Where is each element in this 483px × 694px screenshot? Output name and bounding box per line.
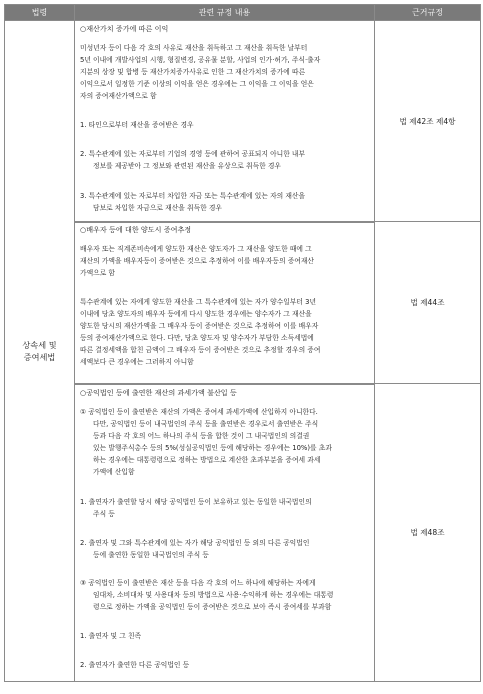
header-law: 법령 xyxy=(5,5,75,21)
ref-cell: 법 제44조 xyxy=(375,222,481,384)
body-line: 배우자 또는 직계존비속에게 양도한 재산은 양도자가 그 재산을 양도한 때에 그 xyxy=(80,245,312,253)
body-line: 이내에 당초 양도자의 배우자 등에게 다시 양도한 경우에는 양수자가 그 재산을 xyxy=(80,310,312,318)
body-line: 5년 이내에 개발사업의 시행, 형질변경, 공유물 분할, 사업의 인가·허가, 주식·출자 xyxy=(80,56,321,64)
body-line: 지분의 상장 및 합병 등 재산가치증가사유로 인한 그 재산가치의 증가에 따른 xyxy=(80,68,306,76)
list-item-continued: 담보로 차입한 자금으로 재산을 취득한 경우 xyxy=(93,204,222,212)
body-line-continued: 다만, 공익법인 등이 내국법인의 주식 등을 출연받은 경우로서 출연받은 주식 xyxy=(93,420,319,428)
table-row xyxy=(5,222,481,384)
body-line: ① 공익법인 등이 출연받은 재산의 가액은 증여세 과세가액에 산입하지 아니한다. xyxy=(80,408,318,416)
body-line: 이익으로서 일정한 기준 이상의 이익을 얻은 경우에는 그 이익을 그 이익을 얻은 xyxy=(80,80,314,88)
body-line-continued: 임대차, 소비대차 및 사용대차 등의 방법으로 사용·수익하게 하는 경우에는 대통령 xyxy=(93,591,334,599)
section-title: ○재산가치 증가에 따른 이익 xyxy=(80,24,169,33)
list-item-continued: 주식 등 xyxy=(93,510,115,518)
table-row xyxy=(5,384,481,682)
body-line: 따른 결정세액을 합친 금액이 그 배우자 등이 증여받은 것으로 추정할 경우의 증여 xyxy=(80,346,321,354)
body-line-continued: 가액에 산입함 xyxy=(93,468,135,476)
body-line-continued: 령으로 정하는 가액을 공익법인 등이 증여받은 것으로 보아 즉시 증여세를 부과함 xyxy=(93,603,332,611)
body-line: 양도한 당시의 재산가액을 그 배우자 등이 증여받은 것으로 추정하여 이를 배우자 xyxy=(80,322,319,330)
section-public-interest xyxy=(75,384,374,681)
section-title: ○공익법인 등에 출연한 재산의 과세가액 불산입 등 xyxy=(80,388,237,397)
header-content: 관련 규정 내용 xyxy=(75,5,375,21)
body-line: 등의 증여재산가액으로 한다. 다만, 당초 양도자 및 양수자가 부담한 소득세법에 xyxy=(80,334,314,342)
content-cell xyxy=(75,21,375,222)
body-line: 미성년자 등이 다음 각 호의 사유로 재산을 취득하고 그 재산을 취득한 날부터 xyxy=(80,44,308,52)
list-item: 3. 특수관계에 있는 자로부터 차입한 자금 또는 특수관계에 있는 자의 재산을 xyxy=(80,192,306,200)
section-spouse-transfer xyxy=(75,222,374,383)
ref-cell: 법 제48조 xyxy=(375,384,481,682)
body-line-continued: 하는 경우에는 대통령령으로 정하는 방법으로 계산한 초과부분을 증여세 과세 xyxy=(93,456,321,464)
header-basis: 근거규정 xyxy=(375,5,481,21)
content-cell xyxy=(75,384,375,682)
list-item: 2. 출연자 및 그와 특수관계에 있는 자가 해당 공익법인 등 외의 다른 공익법인 xyxy=(80,539,310,547)
body-line: 세액보다 큰 경우에는 그러하지 아니함 xyxy=(80,358,194,366)
body-line: 재산의 가액을 배우자등이 증여받은 것으로 추정하여 이를 배우자등의 증여재산 xyxy=(80,257,314,265)
table-row xyxy=(5,21,481,222)
list-item-continued: 등에 출연한 동일한 내국법인의 주식 등 xyxy=(93,551,209,559)
regulation-table xyxy=(4,4,481,682)
law-name-line: 상속세 및 xyxy=(22,340,57,350)
list-item: 1. 타인으로부터 재산을 증여받은 경우 xyxy=(80,121,194,129)
law-name-line: 증여세법 xyxy=(23,352,56,362)
body-line-continued: 있는 발행주식총수 등의 5%(성실공익법인 등에 해당하는 경우에는 10%)를 초과 xyxy=(93,444,332,452)
body-line-continued: 등과 다음 각 호의 어느 하나의 주식 등을 합한 것이 그 내국법인의 의결권 xyxy=(93,432,310,440)
body-line: 특수관계에 있는 자에게 양도한 재산을 그 특수관계에 있는 자가 양수일부터 3년 xyxy=(80,298,317,306)
list-item: 1. 출연자가 출연할 당시 해당 공익법인 등이 보유하고 있는 동일한 내국법인의 xyxy=(80,498,312,506)
content-cell xyxy=(75,222,375,384)
section-value-increase xyxy=(75,21,374,221)
list-item-continued: 정보를 제공받아 그 정보와 관련된 재산을 유상으로 취득한 경우 xyxy=(93,162,281,170)
law-name-cell xyxy=(5,21,75,682)
section-title: ○배우자 등에 대한 양도시 증여추정 xyxy=(80,225,192,234)
list-item: 2. 출연자가 출연한 다른 공익법인 등 xyxy=(80,661,190,669)
body-line: ③ 공익법인 등이 출연받은 재산 등을 다음 각 호의 어느 하나에 해당하는 자에게 xyxy=(80,579,316,587)
ref-cell: 법 제42조 제4항 xyxy=(375,21,481,222)
header-row xyxy=(5,5,481,21)
body-line: 가액으로 함 xyxy=(80,269,115,277)
list-item: 1. 출연자 및 그 친족 xyxy=(80,632,142,640)
list-item: 2. 특수관계에 있는 자로부터 기업의 경영 등에 관하여 공표되지 아니한 내부 xyxy=(80,150,306,158)
body-line: 자의 증여재산가액으로 함 xyxy=(80,92,157,100)
